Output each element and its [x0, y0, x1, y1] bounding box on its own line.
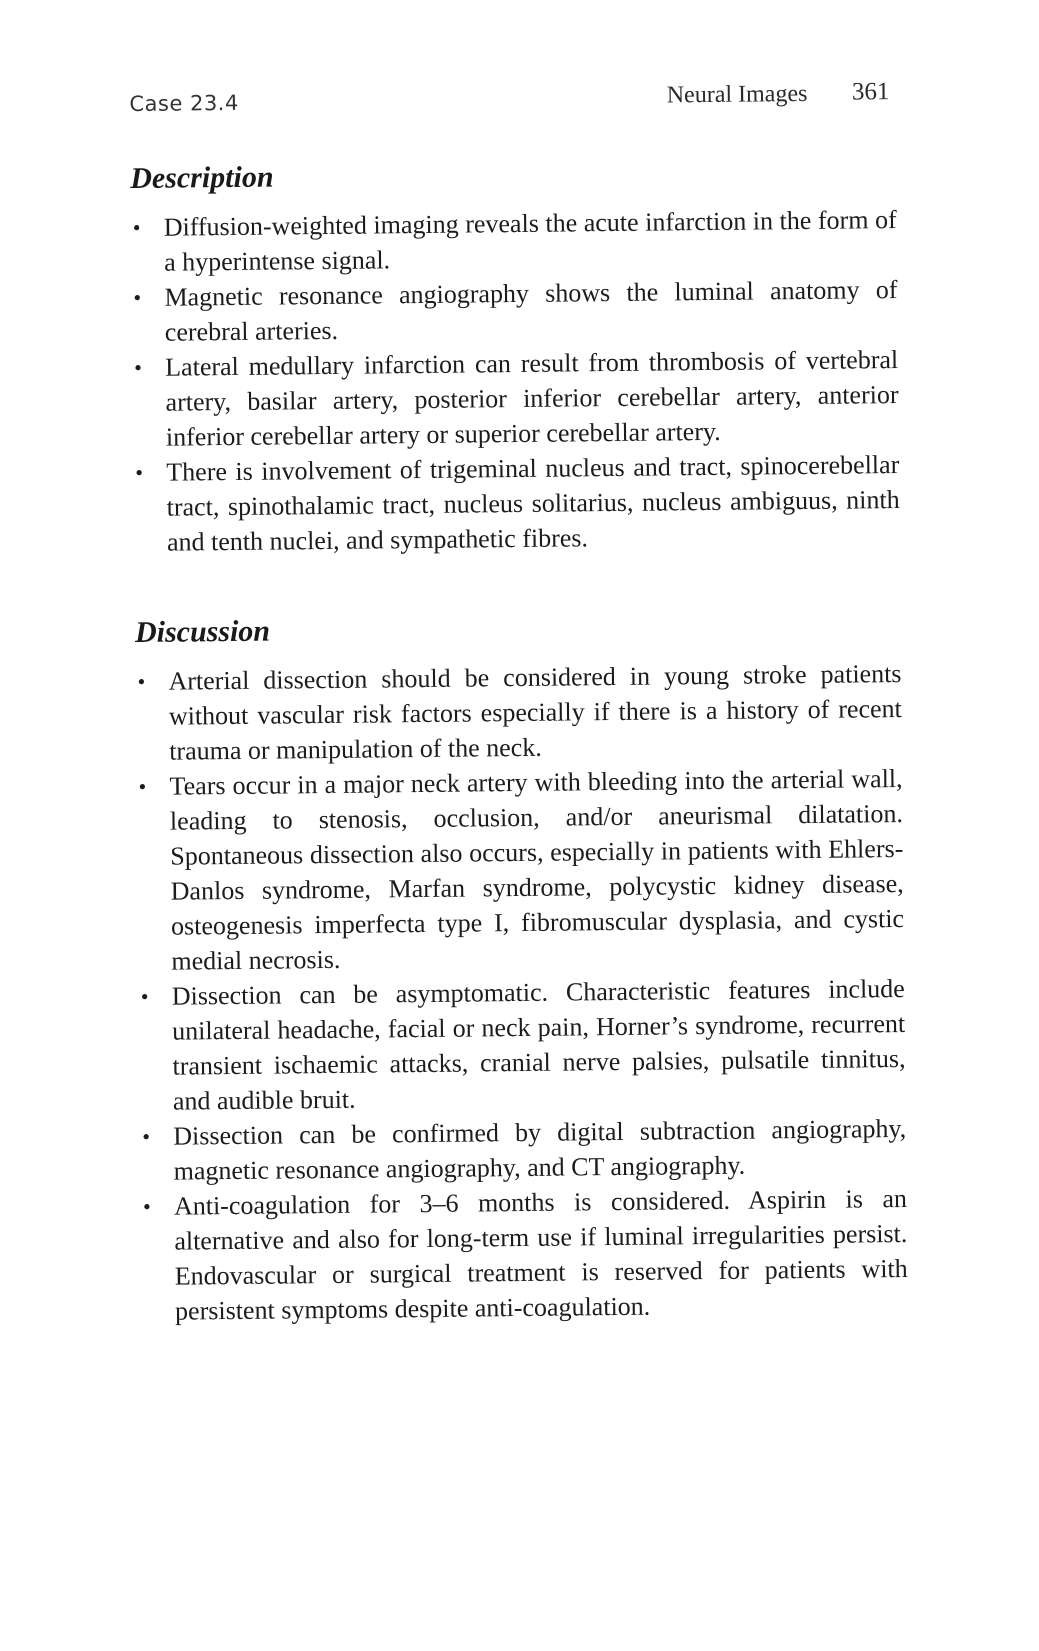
bullet-icon: •	[142, 1123, 151, 1149]
bullet-icon: •	[142, 1193, 151, 1219]
discussion-item-text: Dissection can be asymptomatic. Characteristic features include unilateral headache, facial or neck pain, Horner’s syndrome, recurrent transient ischaemic attacks, cranial nerve palsies, pulsatile tinnitus, and audible bruit.	[171, 973, 906, 1116]
discussion-item	[136, 761, 904, 979]
description-item	[133, 447, 900, 560]
discussion-item	[139, 971, 906, 1119]
bullet-icon: •	[138, 773, 147, 799]
bullet-icon: •	[135, 459, 144, 486]
case-label: Case 23.4	[129, 90, 239, 117]
discussion-item-text: Dissection can be confirmed by digital subtraction angiography, magnetic resonance angiography, and CT angiography.	[173, 1113, 907, 1186]
running-head	[129, 76, 889, 124]
discussion-section	[135, 608, 908, 1329]
bullet-icon: •	[133, 284, 142, 311]
description-list	[131, 202, 901, 560]
description-item	[131, 202, 898, 280]
discussion-item	[135, 656, 902, 769]
discussion-item-text: Arterial dissection should be considered in young stroke patients without vascular risk factors especially if there is a history of recent trauma or manipulation of the neck.	[168, 658, 902, 766]
description-heading: Description	[130, 160, 274, 196]
description-item-text: Lateral medullary infarction can result from thrombosis of vertebral artery, basilar artery, posterior inferior cerebellar artery, anterior inferior cerebellar artery or superior cerebellar artery.	[165, 345, 899, 452]
discussion-item-text: Anti-coagulation for 3–6 months is considered. Aspirin is an alternative and also for long-term use if luminal irregularities persist. Endovascular or surgical treatment is reserved for patients with persistent symptoms despite anti-coagulation.	[173, 1183, 908, 1326]
discussion-list	[135, 656, 908, 1329]
description-item	[131, 272, 898, 350]
bullet-icon: •	[134, 354, 143, 381]
discussion-heading: Discussion	[134, 614, 271, 650]
bullet-icon: •	[132, 214, 141, 241]
discussion-item	[141, 1181, 908, 1329]
discussion-item	[140, 1111, 907, 1189]
book-title: Neural Images	[666, 80, 808, 109]
description-item-text: Diffusion-weighted imaging reveals the acute infarction in the form of a hyperintense signal.	[163, 205, 897, 277]
bullet-icon: •	[137, 668, 146, 694]
discussion-item-text: Tears occur in a major neck artery with bleeding into the arterial wall, leading to stenosis, occlusion, and/or aneurismal dilatation. Spontaneous dissection also occurs, especially in patients with Ehlers-Danlos syndrome, Marfan syndrome, polycystic kidney disease, osteogenesis imperfecta type I, fibromuscular dysplasia, and cystic medial necrosis.	[169, 763, 905, 976]
description-section	[130, 154, 900, 560]
bullet-icon: •	[140, 983, 149, 1009]
page-number: 361	[851, 78, 890, 106]
description-item	[132, 342, 899, 455]
description-item-text: Magnetic resonance angiography shows the luminal anatomy of cerebral arteries.	[164, 275, 898, 347]
description-item-text: There is involvement of trigeminal nucleus and tract, spinocerebellar tract, spinothalamic tract, nucleus solitarius, nucleus ambiguus, ninth and tenth nuclei, and sympathetic fibres.	[166, 450, 900, 557]
